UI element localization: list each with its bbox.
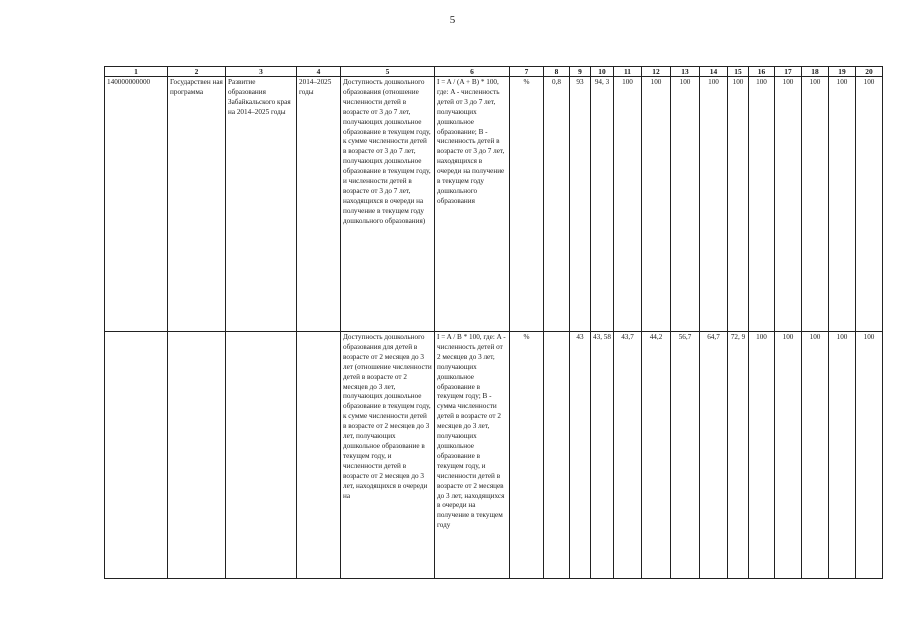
value-cell: 93 (570, 77, 591, 332)
indicator-description-cell: Доступность дошкольного образования для детей в возрасте от 2 месяцев до 3 лет (отношение численности детей в возрасте от 2 месяцев до 3 лет, получающих дошкольное образование в текущем году, к сумме численности детей в возрасте от 2 месяцев до 3 лет, получающих дошкольное образование в текущем году, и численности детей в возрасте от 2 месяцев до 3 лет, находящихся в очереди на (341, 332, 435, 579)
program-period-cell: 2014–2025 годы (297, 77, 341, 332)
value-cell: 43,7 (614, 332, 642, 579)
indicator-table (104, 66, 883, 579)
column-header: 11 (614, 67, 642, 77)
column-header: 16 (749, 67, 775, 77)
column-header: 4 (297, 67, 341, 77)
value-cell: 100 (775, 77, 802, 332)
value-cell: 100 (728, 77, 749, 332)
column-header: 14 (700, 67, 728, 77)
page-number: 5 (449, 14, 456, 26)
table-header-row (105, 67, 883, 77)
value-cell: 44,2 (642, 332, 671, 579)
column-header: 9 (570, 67, 591, 77)
column-header: 18 (802, 67, 829, 77)
unit-cell: % (510, 332, 544, 579)
value-cell: 100 (856, 332, 883, 579)
value-cell: 72, 9 (728, 332, 749, 579)
value-cell: 56,7 (671, 332, 700, 579)
value-cell: 94, 3 (591, 77, 614, 332)
table-row (105, 77, 883, 332)
program-code-cell: 140000000000 (105, 77, 168, 332)
column-header: 19 (829, 67, 856, 77)
value-cell: 100 (642, 77, 671, 332)
value-cell: 64,7 (700, 332, 728, 579)
column-header: 13 (671, 67, 700, 77)
value-cell: 100 (671, 77, 700, 332)
value-cell: 43, 58 (591, 332, 614, 579)
column-header: 3 (226, 67, 297, 77)
column-header: 15 (728, 67, 749, 77)
column-header: 6 (435, 67, 510, 77)
column-header: 7 (510, 67, 544, 77)
column-header: 1 (105, 67, 168, 77)
program-name-cell: Развитие образования Забайкальского края на 2014–2025 годы (226, 77, 297, 332)
program-name-cell (226, 332, 297, 579)
program-code-cell (105, 332, 168, 579)
column-header: 12 (642, 67, 671, 77)
table-row (105, 332, 883, 579)
column-header: 2 (168, 67, 226, 77)
value-cell: 100 (802, 332, 829, 579)
column-header: 5 (341, 67, 435, 77)
unit-cell: % (510, 77, 544, 332)
column-header: 8 (544, 67, 570, 77)
program-type-cell: Государствен ная программа (168, 77, 226, 332)
value-cell: 100 (829, 77, 856, 332)
value-cell (544, 332, 570, 579)
value-cell: 100 (749, 77, 775, 332)
formula-cell: I = A / (A + B) * 100, где: A - численность детей от 3 до 7 лет, получающих дошкольное образование; B - численность детей в возрасте от 3 до 7 лет, находящихся в очереди на получение в текущем году дошкольного образования (435, 77, 510, 332)
value-cell: 100 (775, 332, 802, 579)
column-header: 10 (591, 67, 614, 77)
column-header: 20 (856, 67, 883, 77)
indicator-description-cell: Доступность дошкольного образования (отношение численности детей в возрасте от 3 до 7 лет, получающих дошкольное образование в текущем году, к сумме численности детей в возрасте от 3 до 7 лет, получающих дошкольное образование в текущем году, и численности детей в возрасте от 3 до 7 лет, находящихся в очереди на получение в текущем году дошкольного образования) (341, 77, 435, 332)
program-type-cell (168, 332, 226, 579)
value-cell: 100 (856, 77, 883, 332)
value-cell: 100 (802, 77, 829, 332)
value-cell: 100 (749, 332, 775, 579)
value-cell: 43 (570, 332, 591, 579)
value-cell: 0,8 (544, 77, 570, 332)
value-cell: 100 (700, 77, 728, 332)
value-cell: 100 (614, 77, 642, 332)
value-cell: 100 (829, 332, 856, 579)
formula-cell: I = A / B * 100, где: A - численность детей от 2 месяцев до 3 лет, получающих дошкольное образование в текущем году; B - сумма численности детей в возрасте от 2 месяцев до 3 лет, получающих дошкольное образование в текущем году, и численности детей в возрасте от 2 месяцев до 3 лет, находящихся в очереди на получение в текущем году (435, 332, 510, 579)
column-header: 17 (775, 67, 802, 77)
program-period-cell (297, 332, 341, 579)
